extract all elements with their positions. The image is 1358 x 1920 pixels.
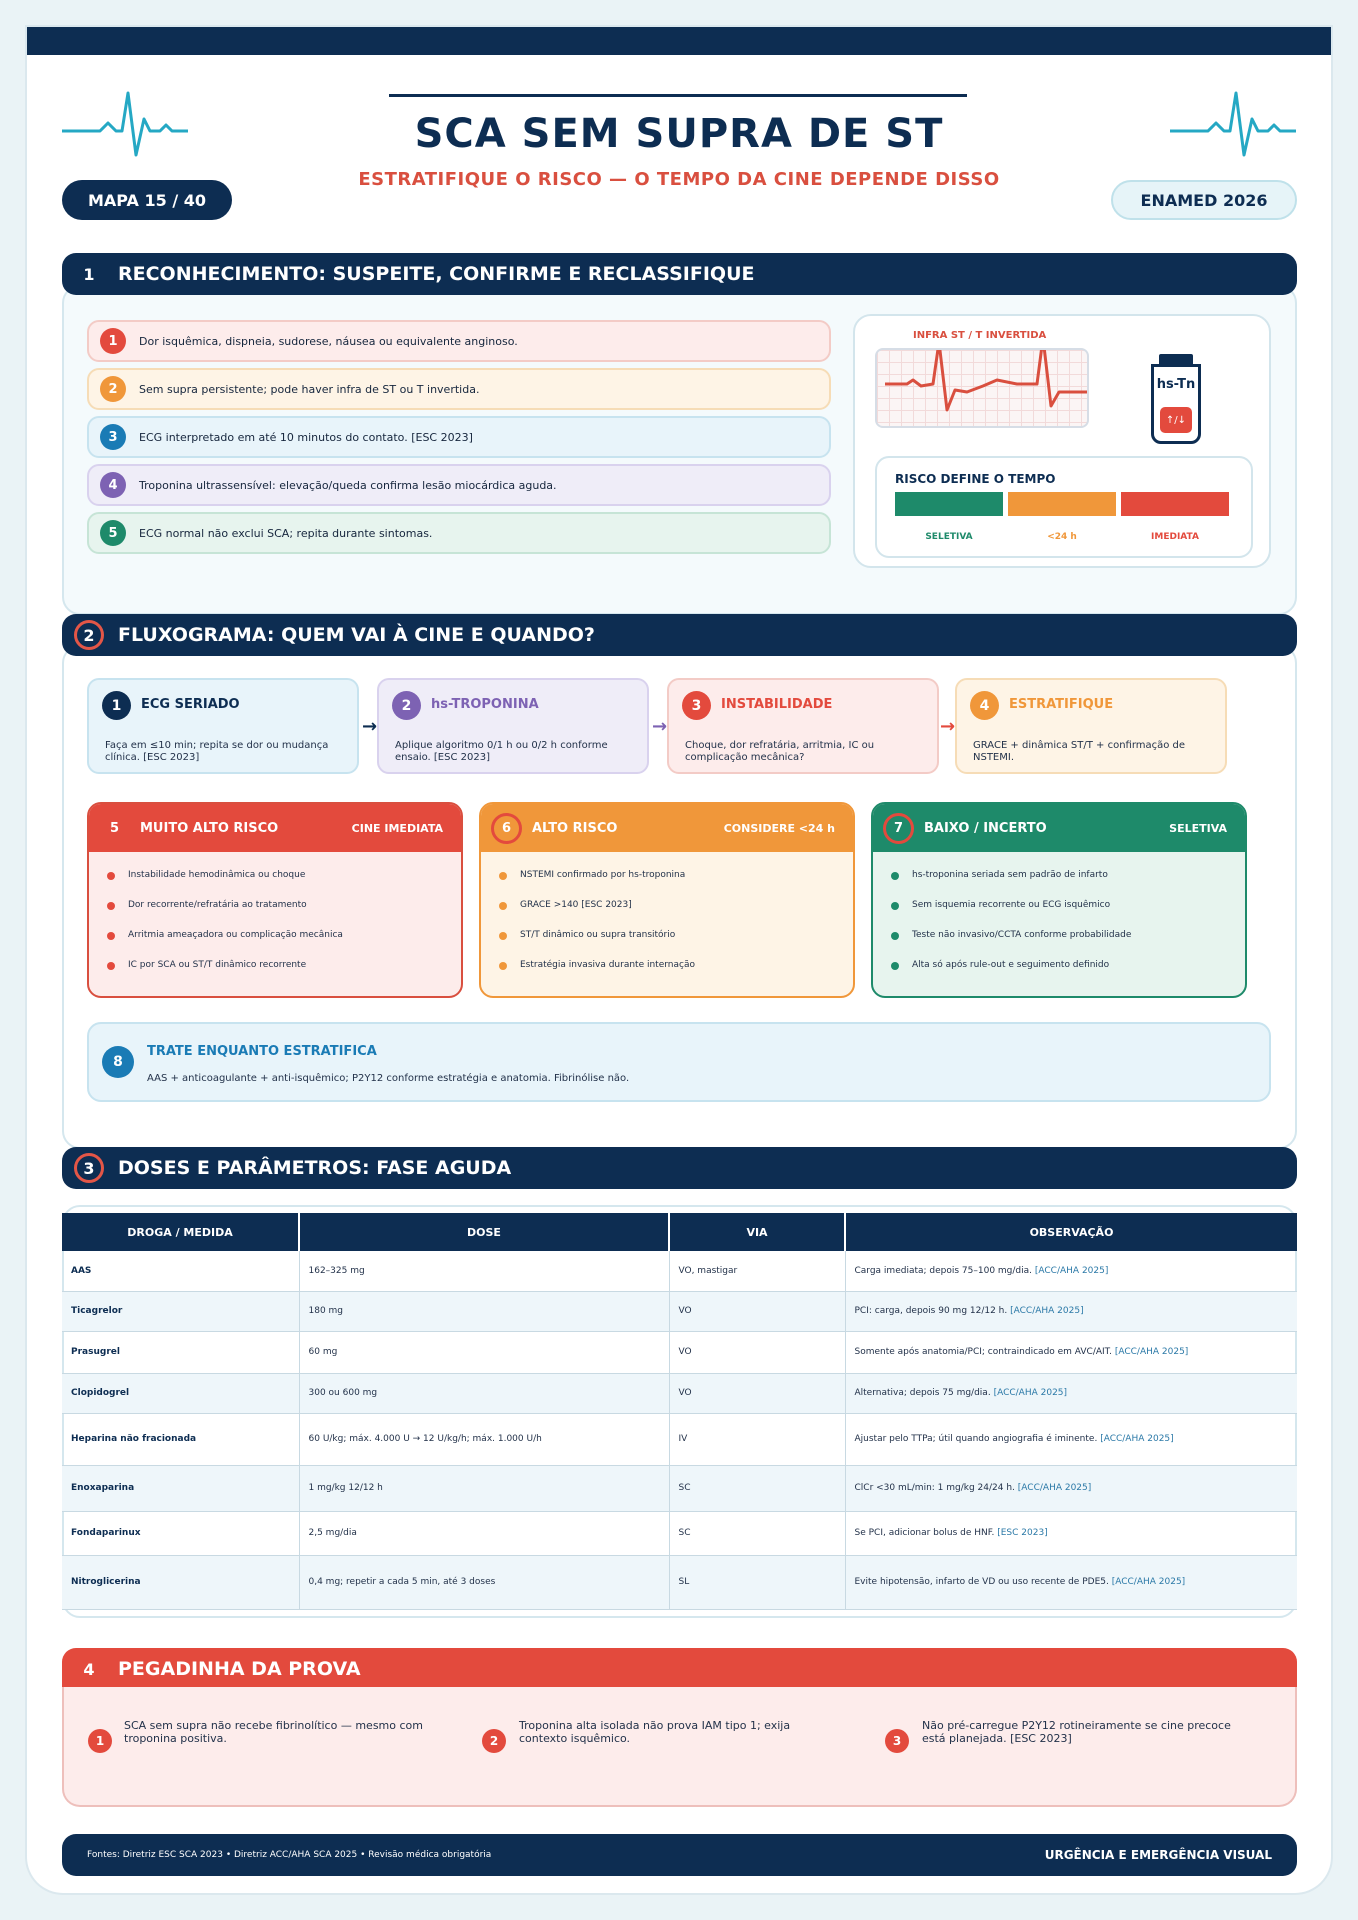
item-text: Alta só após rule-out e seguimento definido <box>912 960 1110 970</box>
route-cell: IV <box>669 1413 845 1465</box>
table-row <box>62 1413 1297 1465</box>
list-item <box>107 900 461 930</box>
observation-text: ClCr <30 mL/min: 1 mg/kg 24/24 h. <box>854 1483 1015 1493</box>
risk-card-high <box>479 802 855 998</box>
top-bar <box>27 27 1331 55</box>
section-title: DOSES E PARÂMETROS: FASE AGUDA <box>118 1157 512 1179</box>
page-title: SCA SEM SUPRA DE ST <box>414 111 944 157</box>
risk-time-title: RISCO DEFINE O TEMPO <box>895 472 1056 486</box>
reference-tag: [ACC/AHA 2025] <box>1010 1306 1084 1316</box>
treat-title: TRATE ENQUANTO ESTRATIFICA <box>147 1044 377 1059</box>
dose-cell: 0,4 mg; repetir a cada 5 min, até 3 doses <box>299 1555 669 1609</box>
table-row <box>62 1555 1297 1609</box>
drug-cell: Ticagrelor <box>62 1291 299 1331</box>
item-number: 3 <box>100 424 126 450</box>
flow-step <box>87 678 359 774</box>
risk-time-card <box>875 456 1253 558</box>
item-text: hs-troponina seriada sem padrão de infarto <box>912 870 1108 880</box>
risk-title: BAIXO / INCERTO <box>924 820 1047 836</box>
risk-bar-24h <box>1008 492 1116 516</box>
flow-step <box>667 678 939 774</box>
list-item <box>891 900 1245 930</box>
observation-cell <box>845 1555 1297 1609</box>
dose-table <box>62 1213 1297 1610</box>
dose-cell: 60 mg <box>299 1331 669 1373</box>
item-text: IC por SCA ou ST/T dinâmico recorrente <box>128 960 307 970</box>
observation-text: Ajustar pelo TTPa; útil quando angiografia é iminente. <box>854 1434 1098 1444</box>
step-title: ESTRATIFIQUE <box>1009 697 1114 712</box>
treat-text: AAS + anticoagulante + anti-isquêmico; P2Y12 conforme estratégia e anatomia. Fibrinólise não. <box>147 1073 630 1084</box>
treat-number: 8 <box>102 1046 134 1078</box>
observation-cell <box>845 1291 1297 1331</box>
item-text: Sem isquemia recorrente ou ECG isquêmico <box>912 900 1111 910</box>
item-text: Arritmia ameaçadora ou complicação mecânica <box>128 930 343 940</box>
bullet-icon <box>499 902 507 910</box>
item-number: 5 <box>100 520 126 546</box>
section4-header <box>62 1648 1297 1690</box>
section-number: 2 <box>74 620 104 650</box>
risk-tag: CONSIDERE <24 h <box>723 821 835 835</box>
reference-tag: [ACC/AHA 2025] <box>993 1388 1068 1398</box>
item-text: ECG interpretado em até 10 minutos do contato. [ESC 2023] <box>139 430 473 444</box>
bullet-icon <box>107 872 115 880</box>
step-number: 2 <box>392 691 421 720</box>
reference-tag: [ACC/AHA 2025] <box>1100 1434 1174 1444</box>
section-number: 4 <box>83 1659 95 1679</box>
observation-text: Alternativa; depois 75 mg/dia. <box>854 1388 991 1398</box>
bullet-icon <box>891 902 899 910</box>
tube-label: hs-Tn <box>1156 377 1196 392</box>
table-header-row <box>62 1213 1297 1251</box>
observation-text: Se PCI, adicionar bolus de HNF. <box>854 1528 995 1538</box>
table-row <box>62 1331 1297 1373</box>
table-row <box>62 1373 1297 1413</box>
risk-card-header <box>481 804 853 852</box>
ecg-trace-icon <box>877 350 1091 430</box>
risk-list <box>873 852 1245 990</box>
pitfall-number: 2 <box>482 1729 506 1753</box>
list-item <box>107 870 461 900</box>
footer-brand: URGÊNCIA E EMERGÊNCIA VISUAL <box>1044 1848 1272 1862</box>
risk-card-header <box>89 804 461 852</box>
drug-cell: Clopidogrel <box>62 1373 299 1413</box>
reference-tag: [ACC/AHA 2025] <box>1034 1265 1109 1276</box>
list-item <box>891 960 1245 990</box>
arrow-right-icon: → <box>362 716 378 737</box>
route-cell: VO <box>669 1291 845 1331</box>
drug-cell: Enoxaparina <box>62 1465 299 1511</box>
list-item <box>87 320 831 362</box>
route-cell: VO <box>669 1373 845 1413</box>
dose-cell: 2,5 mg/dia <box>299 1511 669 1555</box>
header-rule <box>389 94 967 97</box>
risk-tag: CINE IMEDIATA <box>351 821 443 835</box>
bullet-icon <box>499 932 507 940</box>
column-header: DROGA / MEDIDA <box>62 1213 299 1251</box>
list-item <box>87 464 831 506</box>
treat-card <box>87 1022 1271 1102</box>
dose-cell: 1 mg/kg 12/12 h <box>299 1465 669 1511</box>
section-number: 1 <box>83 264 95 284</box>
item-text: Estratégia invasiva durante internação <box>520 960 695 970</box>
ecg-label: INFRA ST / T INVERTIDA <box>913 330 1047 341</box>
risk-bar-immediate <box>1121 492 1229 516</box>
table-row <box>62 1291 1297 1331</box>
drug-cell: Nitroglicerina <box>62 1555 299 1609</box>
pitfall-text: Troponina alta isolada não prova IAM tipo 1; exija contexto isquêmico. <box>519 1719 791 1745</box>
risk-level-label: IMEDIATA <box>1151 532 1199 542</box>
item-text: Troponina ultrassensível: elevação/queda confirma lesão miocárdica aguda. <box>139 478 557 492</box>
step-text: Faça em ≤10 min; repita se dor ou mudança clínica. [ESC 2023] <box>105 740 329 763</box>
section-title: FLUXOGRAMA: QUEM VAI À CINE E QUANDO? <box>118 624 595 646</box>
dose-cell: 180 mg <box>299 1291 669 1331</box>
step-number: 1 <box>102 691 131 720</box>
dose-cell: 60 U/kg; máx. 4.000 U → 12 U/kg/h; máx. 1.000 U/h <box>299 1413 669 1465</box>
route-cell: SL <box>669 1555 845 1609</box>
ecg-card <box>853 314 1271 568</box>
list-item <box>87 512 831 554</box>
flow-step <box>955 678 1227 774</box>
item-number: 1 <box>100 328 126 354</box>
risk-card-very-high <box>87 802 463 998</box>
item-text: Teste não invasivo/CCTA conforme probabilidade <box>912 930 1132 940</box>
risk-card-low <box>871 802 1247 998</box>
table-row <box>62 1511 1297 1555</box>
bullet-icon <box>891 932 899 940</box>
pitfall-number: 1 <box>88 1729 112 1753</box>
column-header: DOSE <box>299 1213 669 1251</box>
item-number: 2 <box>100 376 126 402</box>
column-header: OBSERVAÇÃO <box>845 1213 1297 1251</box>
item-text: NSTEMI confirmado por hs-troponina <box>520 870 686 880</box>
risk-title: MUITO ALTO RISCO <box>140 820 279 836</box>
step-text: Aplique algoritmo 0/1 h ou 0/2 h conforme ensaio. [ESC 2023] <box>395 740 608 763</box>
bullet-icon <box>891 872 899 880</box>
step-title: ECG SERIADO <box>141 697 240 712</box>
column-header: VIA <box>669 1213 845 1251</box>
dose-cell: 300 ou 600 mg <box>299 1373 669 1413</box>
map-badge: MAPA 15 / 40 <box>62 180 232 220</box>
arrow-right-icon: → <box>652 716 668 737</box>
footer-sources: Fontes: Diretriz ESC SCA 2023 • Diretriz ACC/AHA SCA 2025 • Revisão médica obrigatória <box>87 1850 492 1860</box>
drug-cell: Prasugrel <box>62 1331 299 1373</box>
tube-arrows: ↑/↓ <box>1160 407 1192 433</box>
section-number: 3 <box>74 1153 104 1183</box>
pitfall-number: 3 <box>885 1729 909 1753</box>
troponin-tube-icon <box>1151 364 1201 444</box>
risk-list <box>89 852 461 990</box>
section2-header <box>62 614 1297 656</box>
risk-tag: SELETIVA <box>1169 821 1227 835</box>
item-text: Instabilidade hemodinâmica ou choque <box>128 870 306 880</box>
risk-title: ALTO RISCO <box>532 820 618 836</box>
item-text: ECG normal não exclui SCA; repita durante sintomas. <box>139 526 433 540</box>
item-text: ST/T dinâmico ou supra transitório <box>520 930 676 940</box>
section3-header <box>62 1147 1297 1189</box>
risk-bar-selective <box>895 492 1003 516</box>
drug-cell: Fondaparinux <box>62 1511 299 1555</box>
observation-text: Carga imediata; depois 75–100 mg/dia. <box>854 1265 1033 1276</box>
item-text: Dor isquêmica, dispneia, sudorese, náusea ou equivalente anginoso. <box>139 334 518 348</box>
observation-text: PCI: carga, depois 90 mg 12/12 h. <box>854 1306 1008 1316</box>
step-title: hs-TROPONINA <box>431 697 539 712</box>
list-item <box>87 368 831 410</box>
step-text: GRACE + dinâmica ST/T + confirmação de NSTEMI. <box>973 740 1186 763</box>
section1-header <box>62 253 1297 295</box>
observation-cell <box>845 1251 1297 1291</box>
observation-cell <box>845 1465 1297 1511</box>
reference-tag: [ACC/AHA 2025] <box>1114 1347 1189 1357</box>
page-subtitle: ESTRATIFIQUE O RISCO — O TEMPO DA CINE DEPENDE DISSO <box>358 169 1000 190</box>
route-cell: VO, mastigar <box>669 1251 845 1291</box>
step-number: 4 <box>970 691 999 720</box>
list-item <box>891 870 1245 900</box>
list-item <box>87 416 831 458</box>
risk-level-label: <24 h <box>1047 532 1077 542</box>
exam-badge: ENAMED 2026 <box>1111 180 1297 220</box>
route-cell: SC <box>669 1511 845 1555</box>
observation-text: Somente após anatomia/PCI; contraindicado em AVC/AIT. <box>854 1347 1112 1357</box>
bullet-icon <box>499 872 507 880</box>
list-item <box>499 870 853 900</box>
reference-tag: [ESC 2023] <box>997 1528 1048 1538</box>
list-item <box>107 930 461 960</box>
bullet-icon <box>107 962 115 970</box>
reference-tag: [ACC/AHA 2025] <box>1017 1483 1092 1493</box>
list-item <box>499 930 853 960</box>
section-title: PEGADINHA DA PROVA <box>118 1658 361 1680</box>
risk-list <box>481 852 853 990</box>
table-row <box>62 1251 1297 1291</box>
step-number: 3 <box>682 691 711 720</box>
footer <box>62 1834 1297 1876</box>
observation-cell <box>845 1413 1297 1465</box>
observation-cell <box>845 1511 1297 1555</box>
risk-card-header <box>873 804 1245 852</box>
pitfall-text: Não pré-carregue P2Y12 rotineiramente se cine precoce está planejada. [ESC 2023] <box>922 1719 1231 1745</box>
drug-cell: Heparina não fracionada <box>62 1413 299 1465</box>
drug-cell: AAS <box>62 1251 299 1291</box>
item-text: Sem supra persistente; pode haver infra de ST ou T invertida. <box>139 382 480 396</box>
list-item <box>107 960 461 990</box>
route-cell: SC <box>669 1465 845 1511</box>
flow-step <box>377 678 649 774</box>
pitfall-text: SCA sem supra não recebe fibrinolítico — mesmo com troponina positiva. <box>124 1719 423 1745</box>
route-cell: VO <box>669 1331 845 1373</box>
observation-text: Evite hipotensão, infarto de VD ou uso recente de PDE5. <box>854 1577 1109 1587</box>
risk-level-label: SELETIVA <box>925 532 973 542</box>
reference-tag: [ACC/AHA 2025] <box>1111 1577 1186 1587</box>
bullet-icon <box>891 962 899 970</box>
infographic-sheet <box>27 27 1331 1893</box>
list-item <box>891 930 1245 960</box>
item-text: GRACE >140 [ESC 2023] <box>520 900 632 910</box>
item-number: 4 <box>100 472 126 498</box>
section-title: RECONHECIMENTO: SUSPEITE, CONFIRME E RECLASSIFIQUE <box>118 263 755 285</box>
risk-number: 6 <box>491 813 522 844</box>
risk-number: 5 <box>109 820 120 836</box>
list-item <box>499 960 853 990</box>
item-text: Dor recorrente/refratária ao tratamento <box>128 900 307 910</box>
step-title: INSTABILIDADE <box>721 697 833 712</box>
risk-number: 7 <box>883 813 914 844</box>
observation-cell <box>845 1373 1297 1413</box>
ecg-strip <box>875 348 1089 428</box>
arrow-right-icon: → <box>940 716 956 737</box>
table-row <box>62 1465 1297 1511</box>
step-text: Choque, dor refratária, arritmia, IC ou complicação mecânica? <box>685 740 875 763</box>
pitfalls-box <box>62 1687 1297 1807</box>
bullet-icon <box>107 932 115 940</box>
bullet-icon <box>107 902 115 910</box>
list-item <box>499 900 853 930</box>
dose-cell: 162–325 mg <box>299 1251 669 1291</box>
observation-cell <box>845 1331 1297 1373</box>
bullet-icon <box>499 962 507 970</box>
